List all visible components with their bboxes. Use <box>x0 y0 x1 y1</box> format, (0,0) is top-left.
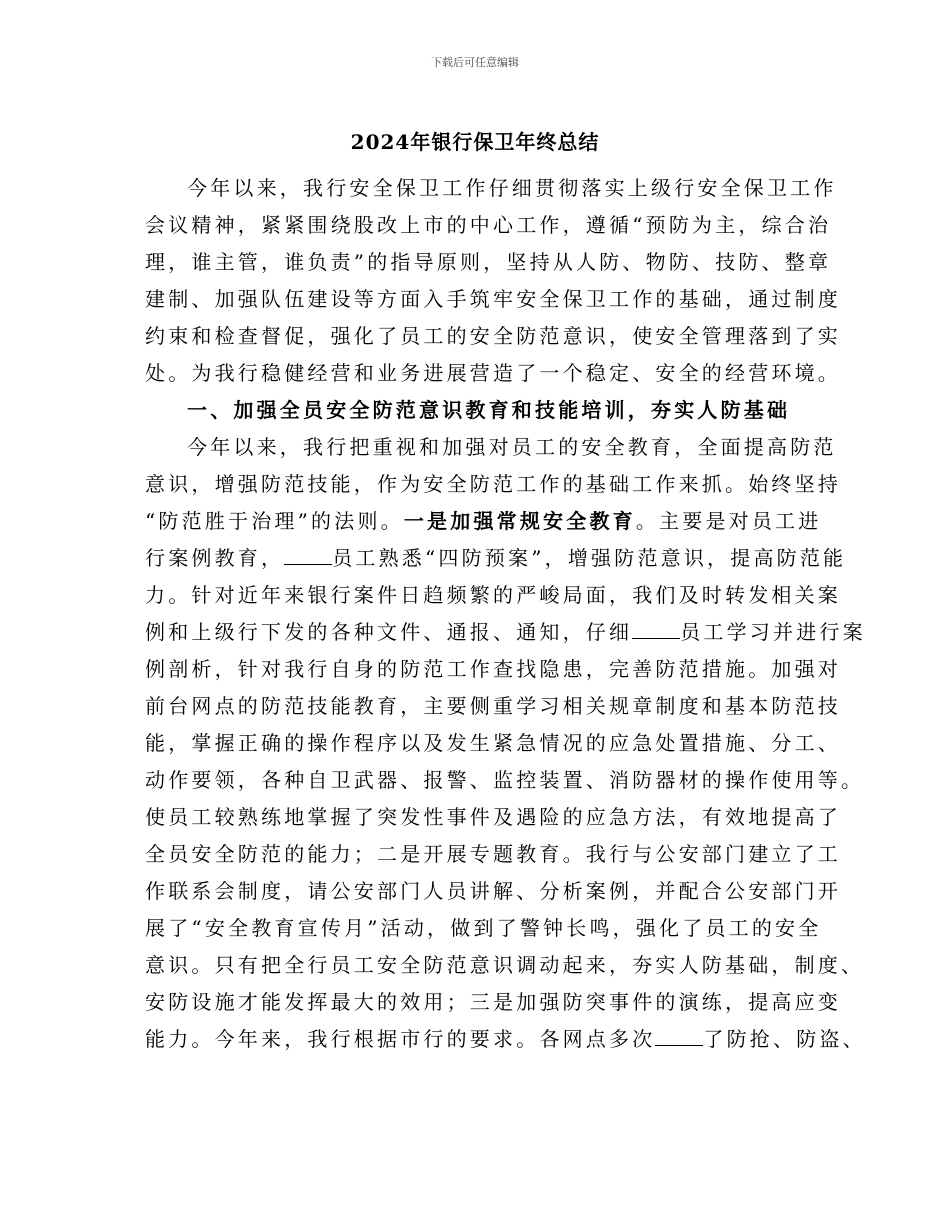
blank-underline <box>284 546 332 565</box>
paragraph-line <box>145 543 846 573</box>
line-text: “防范胜于治理”的法则。 <box>145 509 404 533</box>
header-note: 下载后可任意编辑 <box>431 56 519 69</box>
document-title: 2024年银行保卫年终总结 <box>350 130 600 154</box>
paragraph-line: 动作要领，各种自卫武器、报警、监控装置、消防器材的操作使用等。 <box>145 768 865 792</box>
line-text: 员工学习并进行案 <box>680 620 866 644</box>
line-text: 了防抢、防盗、 <box>703 1027 866 1051</box>
paragraph-line <box>145 506 821 536</box>
line-text: 能力。今年来，我行根据市行的要求。各网点多次 <box>145 1027 656 1051</box>
paragraph-line: 约束和检查督促，强化了员工的安全防范意识，使安全管理落到了实 <box>145 324 841 348</box>
paragraph-line: 全员安全防范的能力；二是开展专题教育。我行与公安部门建立了工 <box>145 842 841 866</box>
paragraph-line: 例剖析，针对我行自身的防范工作查找隐患，完善防范措施。加强对 <box>145 657 841 681</box>
paragraph-line: 前台网点的防范技能教育，主要侧重学习相关规章制度和基本防范技 <box>145 694 841 718</box>
paragraph-line: 会议精神，紧紧围绕股改上市的中心工作，遵循“预防为主，综合治 <box>145 213 832 237</box>
paragraph-line: 理，谁主管，谁负责”的指导原则，坚持从人防、物防、技防、整章 <box>145 250 832 274</box>
paragraph-line: 力。针对近年来银行案件日趋频繁的严峻局面，我们及时转发相关案 <box>145 583 841 607</box>
bold-phrase: 一是加强常规安全教育 <box>403 509 636 533</box>
paragraph-line: 展了“安全教育宣传月”活动，做到了警钟长鸣，强化了员工的安全 <box>145 916 822 940</box>
paragraph-line: 处。为我行稳健经营和业务进展营造了一个稳定、安全的经营环境。 <box>145 361 841 385</box>
paragraph-line: 意识。只有把全行员工安全防范意识调动起来，夯实人防基础，制度、 <box>145 953 865 977</box>
blank-underline <box>632 620 680 639</box>
line-text: 员工熟悉“四防预案”，增强防范意识，提高防范能 <box>332 546 847 570</box>
paragraph-line: 使员工较熟练地掌握了突发性事件及遇险的应急方法，有效地提高了 <box>145 805 841 829</box>
section-heading: 一、加强全员安全防范意识教育和技能培训，夯实人防基础 <box>187 398 791 422</box>
paragraph-line: 今年以来，我行安全保卫工作仔细贯彻落实上级行安全保卫工作 <box>187 176 837 200</box>
line-text: 例和上级行下发的各种文件、通报、通知，仔细 <box>145 620 633 644</box>
paragraph-line <box>145 617 866 647</box>
paragraph-line: 今年以来，我行把重视和加强对员工的安全教育，全面提高防范 <box>187 435 837 459</box>
paragraph-line: 安防设施才能发挥最大的效用；三是加强防突事件的演练，提高应变 <box>145 990 841 1014</box>
paragraph-line: 作联系会制度，请公安部门人员讲解、分析案例，并配合公安部门开 <box>145 879 841 903</box>
paragraph-line: 建制、加强队伍建设等方面入手筑牢安全保卫工作的基础，通过制度 <box>145 287 841 311</box>
paragraph-line: 意识，增强防范技能，作为安全防范工作的基础工作来抓。始终坚持 <box>145 472 841 496</box>
paragraph-line <box>145 1024 866 1054</box>
paragraph-line: 能，掌握正确的操作程序以及发生紧急情况的应急处置措施、分工、 <box>145 731 841 755</box>
blank-underline <box>655 1027 703 1046</box>
line-text: 行案例教育， <box>145 546 285 570</box>
line-text: 。主要是对员工进 <box>635 509 822 533</box>
